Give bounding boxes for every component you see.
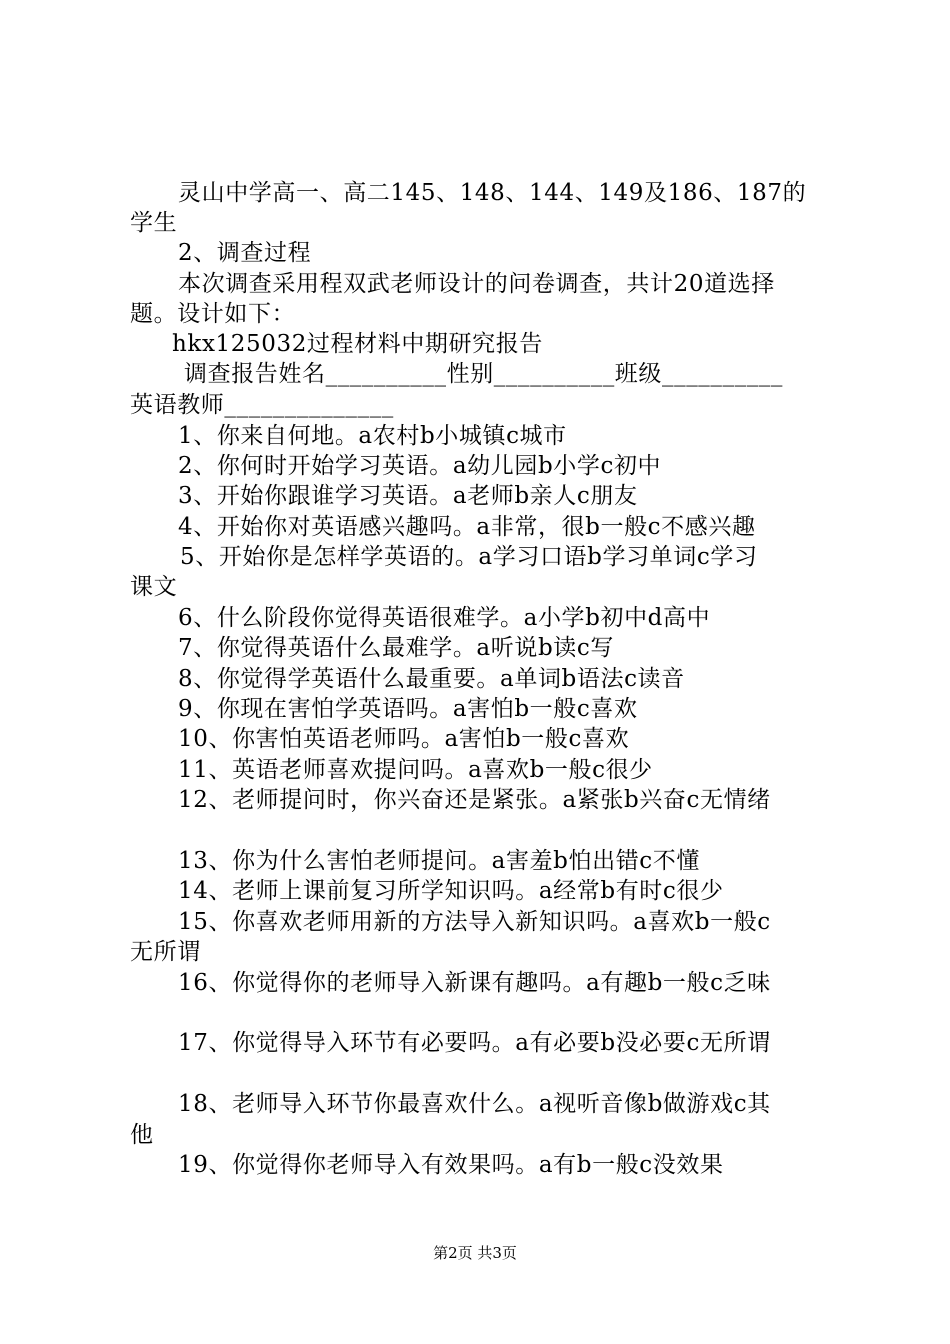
question-item: 12、老师提问时，你兴奋还是紧张。a紧张b兴奋c无情绪: [178, 787, 771, 813]
question-item: 14、老师上课前复习所学知识吗。a经常b有时c很少: [178, 878, 724, 904]
form-fields-line: 调查报告姓名__________性别__________班级__________: [184, 361, 783, 387]
question-item: 5、开始你是怎样学英语的。a学习口语b学习单词c学习: [180, 544, 758, 570]
question-item: 7、你觉得英语什么最难学。a听说b读c写: [178, 635, 614, 661]
question-item-continuation: 他: [130, 1122, 154, 1148]
text-line: 题。设计如下：: [130, 301, 296, 327]
question-item: 17、你觉得导入环节有必要吗。a有必要b没必要c无所谓: [178, 1030, 771, 1056]
question-item: 6、什么阶段你觉得英语很难学。a小学b初中d高中: [178, 605, 711, 631]
page-footer: 第2页 共3页: [433, 1244, 517, 1262]
question-item: 8、你觉得学英语什么最重要。a单词b语法c读音: [178, 666, 685, 692]
text-line: 本次调查采用程双武老师设计的问卷调查，共计20道选择: [178, 271, 775, 297]
question-item: 19、你觉得你老师导入有效果吗。a有b一般c没效果: [178, 1152, 724, 1178]
text-line: 灵山中学高一、高二145、148、144、149及186、187的: [178, 180, 807, 206]
question-item: 10、你害怕英语老师吗。a害怕b一般c喜欢: [178, 726, 630, 752]
question-item: 15、你喜欢老师用新的方法导入新知识吗。a喜欢b一般c: [178, 909, 771, 935]
question-item: 1、你来自何地。a农村b小城镇c城市: [178, 423, 567, 449]
question-item: 2、你何时开始学习英语。a幼儿园b小学c初中: [178, 453, 662, 479]
form-fields-line: 英语教师______________: [130, 392, 394, 418]
question-item: 3、开始你跟谁学习英语。a老师b亲人c朋友: [178, 483, 638, 509]
question-item-continuation: 无所谓: [130, 939, 201, 965]
question-item-continuation: 课文: [130, 574, 178, 600]
question-item: 11、英语老师喜欢提问吗。a喜欢b一般c很少: [178, 757, 653, 783]
text-line: hkx125032过程材料中期研究报告: [172, 331, 543, 357]
question-item: 4、开始你对英语感兴趣吗。a非常，很b一般c不感兴趣: [178, 514, 756, 540]
question-item: 18、老师导入环节你最喜欢什么。a视听音像b做游戏c其: [178, 1091, 771, 1117]
question-item: 16、你觉得你的老师导入新课有趣吗。a有趣b一般c乏味: [178, 970, 771, 996]
section-heading: 2、调查过程: [178, 240, 312, 266]
question-item: 13、你为什么害怕老师提问。a害羞b怕出错c不懂: [178, 848, 700, 874]
question-item: 9、你现在害怕学英语吗。a害怕b一般c喜欢: [178, 696, 638, 722]
text-line: 学生: [130, 210, 178, 236]
